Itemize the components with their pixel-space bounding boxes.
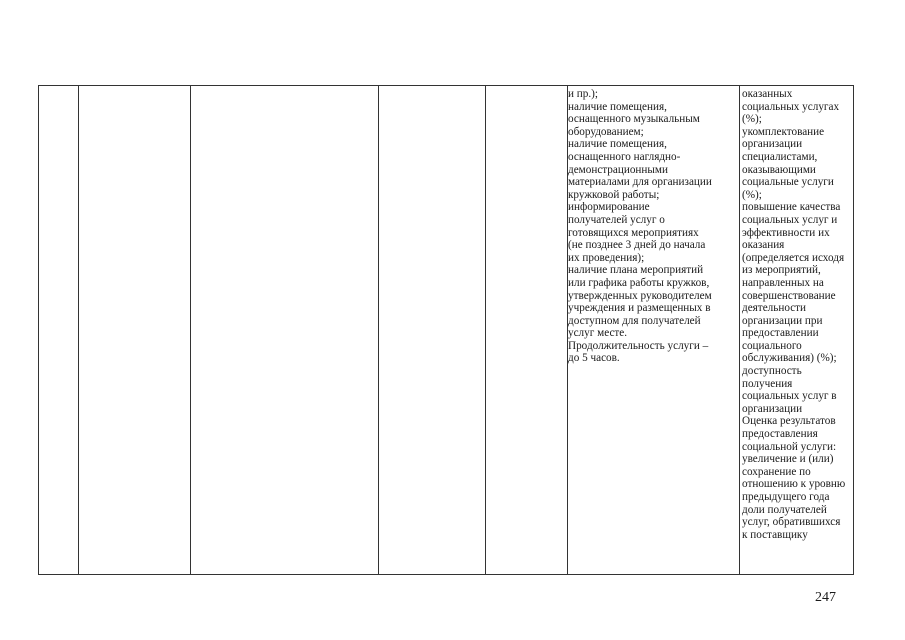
text-line: наличие помещения, bbox=[568, 138, 667, 151]
text-line: социальных услугах bbox=[742, 100, 840, 113]
text-line: готовящихся мероприятиях bbox=[568, 226, 699, 239]
text-line: деятельности bbox=[742, 302, 807, 315]
text-line: оказанных bbox=[742, 88, 793, 100]
column-divider-6 bbox=[739, 86, 740, 574]
text-line: оказывающими bbox=[742, 163, 816, 176]
text-line: социальной услуги: bbox=[742, 440, 837, 453]
text-line: оборудованием; bbox=[568, 125, 644, 138]
text-line: сохранение по bbox=[742, 465, 811, 478]
text-line: их проведения); bbox=[568, 251, 645, 264]
text-line: организации bbox=[742, 138, 803, 151]
text-line: повышение качества bbox=[742, 201, 841, 214]
text-line: и пр.); bbox=[568, 88, 598, 100]
text-line: материалами для организации bbox=[568, 176, 712, 189]
text-line: оснащенного музыкальным bbox=[568, 113, 700, 126]
text-line: эффективности их bbox=[742, 226, 830, 239]
text-line: социальных услуг и bbox=[742, 213, 838, 226]
page-number: 247 bbox=[815, 590, 836, 605]
text-line: до 5 часов. bbox=[568, 352, 620, 365]
text-line: предоставления bbox=[742, 428, 818, 441]
text-line: оказания bbox=[742, 239, 785, 252]
text-line: увеличение и (или) bbox=[742, 453, 834, 466]
text-line: кружковой работы; bbox=[568, 188, 660, 201]
text-line: оснащенного наглядно- bbox=[568, 150, 681, 163]
text-line: (%); bbox=[742, 113, 762, 126]
text-line: Оценка результатов bbox=[742, 415, 836, 428]
text-line: информирование bbox=[568, 201, 650, 214]
table-border-right bbox=[853, 86, 854, 574]
text-line: социальные услуги bbox=[742, 176, 834, 189]
text-line: отношению к уровню bbox=[742, 478, 846, 491]
services-table bbox=[38, 85, 854, 575]
text-line: услуг месте. bbox=[568, 327, 628, 340]
text-line: доступность bbox=[742, 365, 802, 378]
text-line: (%); bbox=[742, 188, 762, 201]
text-line: организации bbox=[742, 402, 803, 415]
text-line: социальных услуг в bbox=[742, 390, 837, 403]
text-line: социального bbox=[742, 339, 802, 352]
text-line: или графика работы кружков, bbox=[568, 276, 710, 289]
column-divider-2 bbox=[190, 86, 191, 574]
text-line: совершенствование bbox=[742, 289, 836, 302]
service-conditions-cell bbox=[568, 88, 736, 365]
text-line: доли получателей bbox=[742, 503, 827, 516]
column-divider-1 bbox=[78, 86, 79, 574]
text-line: укомплектование bbox=[742, 125, 825, 138]
column-divider-4 bbox=[485, 86, 486, 574]
text-line: к поставщику bbox=[742, 528, 808, 541]
text-line: получения bbox=[742, 377, 793, 390]
text-line: из мероприятий, bbox=[742, 264, 821, 277]
text-line: доступном для получателей bbox=[568, 314, 701, 327]
table-border-left bbox=[38, 86, 39, 574]
text-line: услуг, обратившихся bbox=[742, 516, 841, 529]
quality-indicators-cell bbox=[742, 88, 853, 541]
text-line: специалистами, bbox=[742, 150, 818, 163]
text-line: получателей услуг о bbox=[568, 213, 665, 226]
text-line: (определяется исходя bbox=[742, 251, 845, 264]
text-line: предоставлении bbox=[742, 327, 819, 340]
text-line: наличие помещения, bbox=[568, 100, 667, 113]
text-line: утвержденных руководителем bbox=[568, 289, 712, 302]
text-line: направленных на bbox=[742, 276, 824, 289]
text-line: демонстрационными bbox=[568, 163, 668, 176]
text-line: организации при bbox=[742, 314, 823, 327]
text-line: учреждения и размещенных в bbox=[568, 302, 711, 315]
column-divider-3 bbox=[378, 86, 379, 574]
text-line: обслуживания) (%); bbox=[742, 352, 837, 365]
text-line: Продолжительность услуги – bbox=[568, 339, 709, 352]
text-line: (не позднее 3 дней до начала bbox=[568, 239, 706, 252]
text-line: предыдущего года bbox=[742, 491, 830, 503]
text-line: наличие плана мероприятий bbox=[568, 264, 704, 277]
